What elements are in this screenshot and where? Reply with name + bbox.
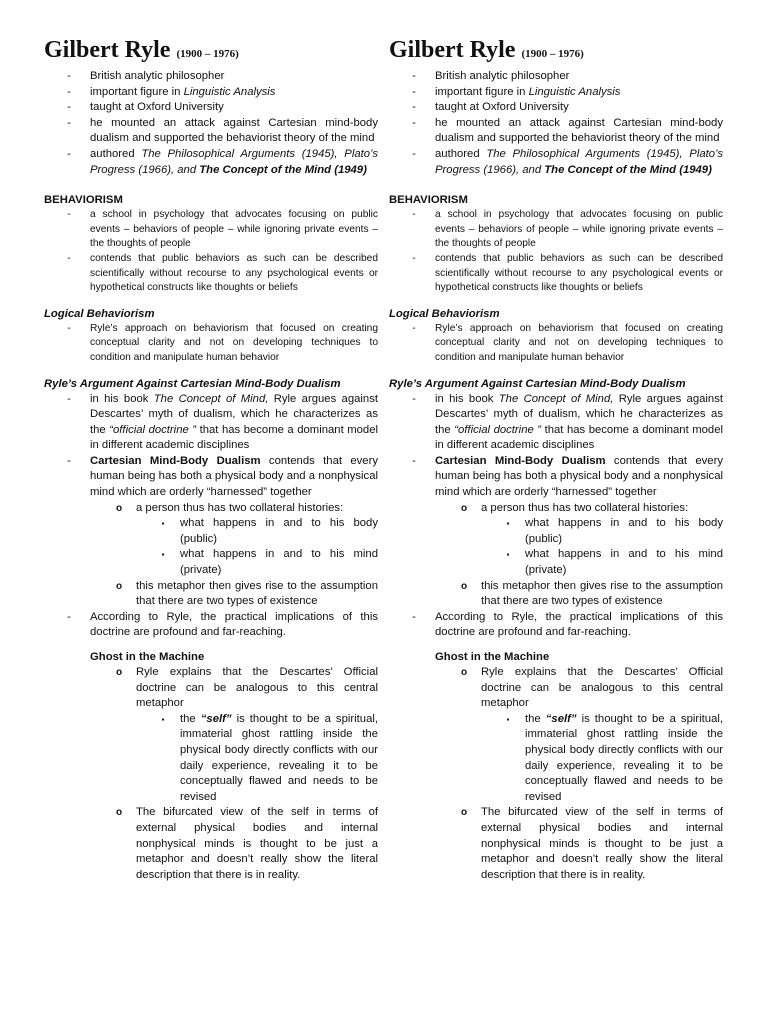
dash-marker: - — [67, 322, 71, 334]
ghost-list — [389, 665, 723, 883]
item-text: what happens in and to his body (public) — [525, 517, 723, 545]
item-text: this metaphor then gives rise to the assumption that there are two types of existence — [481, 579, 723, 608]
item-emphasis: The Concept of Mind, — [153, 392, 269, 405]
argument-list — [44, 392, 378, 642]
list-item — [44, 610, 378, 641]
item-emphasis: “official doctrine ” — [109, 423, 197, 436]
section-heading: Ryle’s Argument Against Cartesian Mind-Body Dualism — [389, 377, 686, 390]
item-text: Ryle’s approach on behaviorism that focused on creating conceptual clarity and not on developing techniques to condition and manipulate human behavior — [90, 322, 378, 363]
list-item — [44, 547, 378, 578]
item-text: a person thus has two collateral histories: — [136, 501, 344, 514]
list-item — [44, 85, 378, 101]
item-text: taught at Oxford University — [90, 101, 224, 114]
item-text: is thought to be a spiritual, immaterial ghost rattling inside the physical body directly conflicts with our daily experience, revealing it to be conceptually flawed and needs to be revised — [525, 712, 723, 803]
dash-marker: - — [412, 252, 416, 264]
item-strong: The Concept of the Mind (1949) — [544, 163, 712, 176]
list-item — [389, 454, 723, 501]
item-strong: “self” — [200, 712, 232, 725]
item-text: The bifurcated view of the self in terms of external physical bodies and internal nonphysical minds is thought to be just a metaphor and doesn’t really show the literal description that there is in reality. — [481, 806, 723, 881]
square-marker: ▪ — [506, 714, 510, 724]
list-item — [44, 208, 378, 252]
item-strong: Cartesian Mind-Body Dualism — [90, 454, 261, 467]
dash-marker: - — [412, 610, 416, 623]
item-text: contends that public behaviors as such can be described scientifically without recourse to any psychological events or hypothetical constructs like thoughts or beliefs — [90, 252, 378, 294]
item-text: According to Ryle, the practical implications of this doctrine are profound and far-reaching. — [90, 610, 378, 639]
item-text: British analytic philosopher — [90, 70, 225, 82]
intro-list — [389, 69, 723, 178]
list-item — [389, 610, 723, 641]
item-emphasis: The Philosophical Arguments (1945), Plato’s Progress (1966), and — [90, 147, 378, 176]
list-item — [389, 100, 723, 116]
dash-marker: - — [67, 70, 71, 82]
dash-marker: - — [67, 85, 71, 98]
circle-marker: o — [460, 667, 468, 678]
list-item — [44, 516, 378, 547]
square-marker: ▪ — [161, 550, 165, 560]
list-item — [44, 69, 378, 85]
item-strong: Cartesian Mind-Body Dualism — [435, 454, 606, 467]
behaviorism-list — [389, 208, 723, 296]
section-heading: BEHAVIORISM — [44, 194, 123, 207]
argument-list — [389, 392, 723, 642]
item-text: Ryle explains that the Descartes’ Official doctrine can be analogous to this central metaphor — [481, 666, 723, 710]
list-item — [389, 501, 723, 517]
item-emphasis: Linguistic Analysis — [183, 85, 276, 98]
item-emphasis: The Concept of Mind, — [498, 392, 614, 405]
dash-marker: - — [412, 322, 416, 334]
dash-marker: - — [67, 454, 71, 467]
list-item — [389, 252, 723, 296]
dash-marker: - — [67, 101, 71, 114]
list-item — [44, 322, 378, 366]
list-item — [44, 579, 378, 610]
left-column — [44, 36, 378, 883]
item-text: the — [180, 712, 201, 725]
item-text: contends that public behaviors as such can be described scientifically without recourse to any psychological events or hypothetical constructs like thoughts or beliefs — [435, 252, 723, 294]
behaviorism-list — [44, 208, 378, 296]
list-item — [389, 116, 723, 147]
dash-marker: - — [412, 147, 416, 160]
item-text: authored — [90, 147, 142, 160]
item-text: he mounted an attack against Cartesian mind-body dualism and supported the behaviorist theory of the mind — [435, 116, 723, 145]
circle-marker: o — [460, 807, 468, 819]
logical-list — [44, 322, 378, 366]
item-strong: “self” — [545, 712, 577, 725]
dash-marker: - — [67, 610, 71, 623]
right-column — [389, 36, 723, 883]
list-item — [389, 147, 723, 178]
ghost-list — [44, 665, 378, 883]
item-text: authored — [435, 147, 487, 160]
dash-marker: - — [412, 101, 416, 114]
title-text: Gilbert Ryle — [44, 37, 171, 63]
item-text: a school in psychology that advocates focusing on public events – behaviors of people – while ignoring private events – the thoughts of people — [435, 209, 723, 250]
item-text: The bifurcated view of the self in terms of external physical bodies and internal nonphysical minds is thought to be just a metaphor and doesn’t really show the literal description that there is in reality. — [136, 806, 378, 881]
item-text: Ryle’s approach on behaviorism that focused on creating conceptual clarity and not on developing techniques to condition and manipulate human behavior — [435, 322, 723, 363]
item-text: is thought to be a spiritual, immaterial ghost rattling inside the physical body directly conflicts with our daily experience, revealing it to be conceptually flawed and needs to be revised — [180, 712, 378, 803]
list-item — [389, 579, 723, 610]
circle-marker: o — [115, 502, 123, 514]
item-text: a school in psychology that advocates focusing on public events – behaviors of people – while ignoring private events – the thoughts of people — [90, 209, 378, 250]
dash-marker: - — [412, 85, 416, 98]
logical-list — [389, 322, 723, 366]
item-text: in his book — [90, 392, 154, 405]
list-item — [44, 392, 378, 454]
item-strong: The Concept of the Mind (1949) — [199, 163, 367, 176]
circle-marker: o — [115, 580, 123, 592]
section-heading: BEHAVIORISM — [389, 194, 468, 207]
item-text: important figure in — [435, 85, 529, 98]
section-heading: Logical Behaviorism — [44, 307, 155, 320]
item-text: Ryle explains that the Descartes’ Official doctrine can be analogous to this central metaphor — [136, 666, 378, 710]
dash-marker: - — [67, 116, 71, 129]
list-item — [389, 712, 723, 806]
item-text: taught at Oxford University — [435, 101, 569, 114]
list-item — [389, 805, 723, 883]
square-marker: ▪ — [506, 519, 510, 529]
dash-marker: - — [412, 209, 416, 221]
square-marker: ▪ — [161, 714, 165, 724]
list-item — [44, 252, 378, 296]
title-years: (1900 – 1976) — [521, 48, 584, 60]
title-years: (1900 – 1976) — [176, 48, 239, 60]
item-text: important figure in — [90, 85, 184, 98]
title-text: Gilbert Ryle — [389, 37, 516, 63]
dash-marker: - — [67, 147, 71, 160]
dash-marker: - — [67, 209, 71, 221]
item-text: that has become a dominant model in different academic disciplines — [435, 423, 724, 452]
dash-marker: - — [412, 454, 416, 467]
list-item — [389, 665, 723, 712]
item-text: this metaphor then gives rise to the assumption that there are two types of existence — [136, 579, 378, 608]
item-text: in his book — [435, 392, 499, 405]
item-text: that has become a dominant model in different academic disciplines — [90, 423, 379, 452]
dash-marker: - — [67, 392, 71, 405]
section-heading: Ryle’s Argument Against Cartesian Mind-Body Dualism — [44, 377, 341, 390]
item-emphasis: The Philosophical Arguments (1945), Plato’s Progress (1966), and — [435, 147, 723, 176]
section-heading: Ghost in the Machine — [90, 651, 205, 663]
item-text: a person thus has two collateral histories: — [481, 501, 689, 514]
circle-marker: o — [115, 807, 123, 819]
item-text: what happens in and to his mind (private) — [525, 548, 723, 577]
list-item — [389, 322, 723, 366]
intro-list — [44, 69, 378, 178]
page-title — [44, 36, 378, 68]
dash-marker: - — [67, 252, 71, 264]
item-emphasis: “official doctrine ” — [454, 423, 542, 436]
list-item — [389, 392, 723, 454]
item-text: contends that every human being has both a physical body and a nonphysical mind which are orderly “harnessed” together — [90, 454, 378, 499]
item-text: Ryle argues against Descartes’ myth of dualism, which he characterizes as the — [90, 392, 378, 436]
square-marker: ▪ — [161, 519, 165, 529]
circle-marker: o — [460, 580, 468, 592]
dash-marker: - — [412, 116, 416, 129]
list-item — [389, 69, 723, 85]
item-text: British analytic philosopher — [435, 70, 570, 82]
section-heading: Ghost in the Machine — [435, 651, 550, 663]
circle-marker: o — [460, 502, 468, 514]
item-emphasis: Linguistic Analysis — [528, 85, 621, 98]
dash-marker: - — [412, 392, 416, 405]
item-text: Ryle argues against Descartes’ myth of dualism, which he characterizes as the — [435, 392, 723, 436]
item-text: what happens in and to his body (public) — [180, 517, 378, 545]
item-text: According to Ryle, the practical implications of this doctrine are profound and far-reaching. — [435, 610, 723, 639]
list-item — [44, 805, 378, 883]
list-item — [44, 454, 378, 501]
list-item — [44, 712, 378, 806]
list-item — [44, 147, 378, 178]
page-title — [389, 36, 723, 68]
dash-marker: - — [412, 70, 416, 82]
square-marker: ▪ — [506, 550, 510, 560]
item-text: he mounted an attack against Cartesian mind-body dualism and supported the behaviorist theory of the mind — [90, 116, 378, 145]
list-item — [44, 501, 378, 517]
circle-marker: o — [115, 667, 123, 678]
section-heading: Logical Behaviorism — [389, 307, 500, 320]
list-item — [389, 516, 723, 547]
item-text: the — [525, 712, 546, 725]
item-text: contends that every human being has both a physical body and a nonphysical mind which are orderly “harnessed” together — [435, 454, 723, 499]
list-item — [44, 665, 378, 712]
list-item — [44, 116, 378, 147]
list-item — [44, 100, 378, 116]
list-item — [389, 547, 723, 578]
list-item — [389, 208, 723, 252]
list-item — [389, 85, 723, 101]
item-text: what happens in and to his mind (private) — [180, 548, 378, 577]
